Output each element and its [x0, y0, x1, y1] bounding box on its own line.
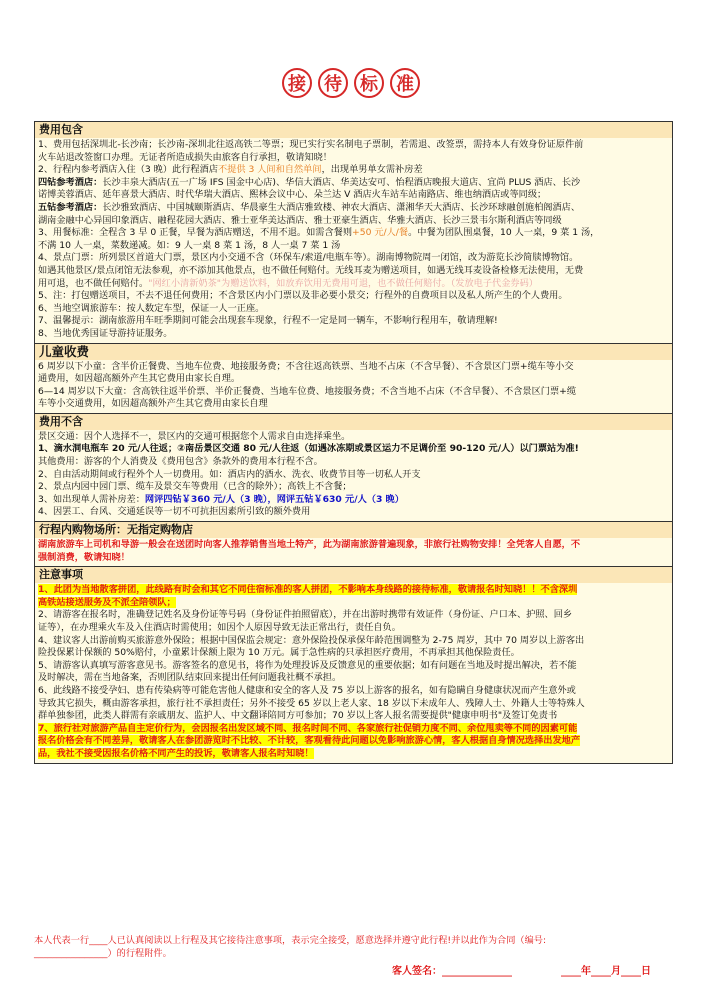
text-segment: +50 元/人/餐 [352, 227, 409, 239]
text-line [38, 552, 669, 565]
text-segment: 网评四钻￥360 元/人（3 晚），网评五钻￥630 元/人（3 晚） [144, 493, 404, 505]
text-line [38, 735, 669, 748]
date-field[interactable]: ____年____月____日 [561, 966, 651, 977]
text-line [38, 315, 669, 328]
title-char: 标 [354, 68, 384, 98]
text-segment: 高铁站接送服务及不派全陪领队； [38, 596, 176, 608]
agreement-statement [34, 935, 671, 960]
text-line [38, 660, 669, 673]
text-segment: 7、旅行社对旅游产品自主定价行为，会因报名出发区域不同、报名时间不同、各家旅行社促销力度不同、余位甩卖等不同的因素可能 [38, 722, 578, 734]
text-line [38, 278, 669, 291]
text-line [38, 328, 669, 341]
title-char: 待 [318, 68, 348, 98]
text-line [38, 723, 669, 736]
text-line [38, 539, 669, 552]
page-title [0, 68, 702, 98]
section-heading: 费用包含 [35, 122, 672, 138]
section-heading: 行程内购物场所：无指定购物店 [35, 522, 672, 538]
text-line [38, 443, 669, 456]
text-segment: 通费用，如因超高额外产生其它费用由家长自理。 [38, 373, 241, 385]
text-segment: 4、景点门票：所列景区首道大门票，景区内小交通不含（环保车/索道/电瓶车等）。湖南博物院周一闭馆，改为游览长沙简牍博物馆。 [38, 252, 579, 264]
text-line [38, 227, 669, 240]
text-segment: 5、注：打包赠送项目，不去不退任何费用；不含景区内小门票以及非必要小景交；行程外的自费项目以及私人所产生的个人费用。 [38, 290, 568, 302]
text-segment: 强制消费，敬请知晓！ [38, 551, 130, 563]
text-line [38, 481, 669, 494]
text-line [38, 672, 669, 685]
text-line [38, 698, 669, 711]
agreement-line-2: ________________）的行程附件。 [34, 947, 172, 959]
text-line [38, 584, 669, 597]
text-segment: ，出现单男单女需补房差 [321, 164, 423, 176]
section-fee-include [35, 122, 672, 343]
section-heading: 儿童收费 [35, 344, 672, 360]
text-line [38, 622, 669, 635]
text-line [38, 139, 669, 152]
text-segment: 长沙丰泉大酒店(五一广场 IFS 国金中心店)、华信大酒店、华美达安可、怡程酒店晚报大道店、宜尚 PLUS 酒店、长沙 [102, 176, 581, 188]
text-segment: 2、行程内参考酒店入住（3 晚）此行程酒店 [38, 164, 218, 176]
text-line [38, 398, 669, 411]
text-line [38, 597, 669, 610]
text-segment: 1、费用包括深圳北-长沙南；长沙南-深圳北往返高铁二等票；现已实行实名制电子票制，若需退、改签票，需持本人有效身份证原件前 [38, 139, 584, 150]
text-segment: 其他费用：游客的个人消费及《费用包含》条款外的费用本行程不含。 [38, 456, 323, 468]
customer-signature-field[interactable]: 客人签名：______________ [392, 966, 512, 977]
text-line [38, 265, 669, 278]
text-line [38, 177, 669, 190]
text-segment: 及时解决，需在当地备案，否则团队结束回来提出任何问题我社概不承担。 [38, 672, 342, 684]
reception-standard-table [34, 121, 673, 764]
text-segment: 品，我社不接受因报名价格不同产生的投诉，敬请客人报名时知晓！ [38, 747, 314, 759]
section-heading: 注意事项 [35, 567, 672, 583]
text-line [38, 494, 669, 507]
text-segment: 。中餐为团队围桌餐，10 人一桌，9 菜 1 汤， [408, 227, 600, 239]
text-segment: 证等），在办理乘火车及入住酒店时需使用；如因个人原因导致无法正常出行，责任自负。 [38, 622, 401, 633]
text-segment: 景区交通：因个人选择不一，景区内的交通可根据您个人需求自由选择乘坐。 [38, 430, 351, 442]
text-segment: 2、自由活动期间或行程外个人一切费用。如：酒店内的酒水、洗衣、收费节目等一切私人开支 [38, 468, 421, 480]
text-line [38, 164, 669, 177]
text-line [38, 685, 669, 698]
text-segment: 险投保累计保额的 50%赔付，小童累计保额上限为 10 万元。属于急性病的只承担医疗费用，不再承担其他保险责任。 [38, 647, 520, 659]
text-line [38, 469, 669, 482]
text-line [38, 609, 669, 622]
text-segment: 不满 10 人一桌，菜数递减。如：9 人一桌 8 菜 1 汤，8 人一桌 7 菜 1 汤 [38, 239, 341, 251]
text-segment: 长沙雅致酒店、中国城颐斯酒店、华晨豪生大酒店雅致楼、神农大酒店、潇湘华天大酒店、长沙环球融创施柏阁酒店、 [102, 201, 581, 213]
title-char: 准 [390, 68, 420, 98]
text-segment: 6—14 周岁以下大童：含高铁往返半价票、半价正餐费、当地车位费、地接服务费；不含当地不占床（不含早餐）、不含景区门票+缆 [38, 385, 577, 397]
text-line [38, 290, 669, 303]
text-segment: 2、请游客在报名时，准确登记姓名及身份证等号码（身份证件拍照留底），并在出游时携带有效证件（身份证、户口本、护照、回乡 [38, 609, 573, 621]
text-segment: 用可退，也不做任何赔付。 [38, 277, 149, 289]
section-body [35, 360, 672, 413]
text-line [38, 748, 669, 761]
section-body [35, 138, 672, 343]
text-line [38, 240, 669, 253]
text-line [38, 635, 669, 648]
text-segment: 5、请游客认真填写游客意见书。游客签名的意见书，将作为处理投诉及反馈意见的重要依据；如有问题在当地及时提出解决，若不能 [38, 659, 577, 671]
agreement-line-1: 本人代表一行____人已认真阅读以上行程及其它接待注意事项，表示完全接受，愿意选择并遵守此行程!并以此作为合同（编号: [34, 935, 547, 946]
section-body [35, 583, 672, 762]
text-segment: 火车站退改签窗口办理。无证者所造成损失由旅客自行承担，敬请知晓！ [38, 151, 332, 163]
text-segment: 四钻参考酒店： [38, 176, 103, 188]
text-line [38, 303, 669, 316]
text-segment: 1、此团为当地散客拼团，此线路有时会和其它不同住宿标准的客人拼团，不影响本身线路的接待标准，敬请报名时知晓！！不含深圳 [38, 584, 578, 596]
section-fee-exclude [35, 413, 672, 521]
text-line [38, 189, 669, 202]
section-notes [35, 566, 672, 762]
text-segment: 3、如出现单人需补房差： [38, 493, 145, 505]
text-line [38, 152, 669, 165]
text-segment: 湖南旅游车上司机和导游一般会在送团时向客人推荐销售当地土特产，此为湖南旅游普遍现象，非旅行社购物安排！全凭客人自愿，不 [38, 539, 581, 551]
text-segment: 导致其它损失，概由游客承担，旅行社不承担责任；另外不接受 65 岁以上老人家、18 岁以下未成年人、残障人士、外籍人士等特殊人 [38, 697, 585, 709]
text-segment: 湖南金融中心异国印象酒店、融程花园大酒店、雅士亚华美达酒店、雅士亚豪生酒店、华雅大酒店、长沙三景韦尔斯利酒店等同级 [38, 214, 562, 226]
text-segment: 不提供 3 人间和自然单间 [218, 164, 322, 176]
text-line [38, 215, 669, 228]
text-line [38, 431, 669, 444]
text-segment: 7、温馨提示：湖南旅游用车旺季期间可能会出现套车现象，行程不一定是同一辆车，不影响行程用车，敬请理解! [38, 315, 498, 327]
text-line [38, 710, 669, 723]
text-segment: 报名价格会有不同差异，敬请客人在参团游览时不比较、不计较，客观看待此问题以免影响旅游心情，客人根据自身情况选择出发地产 [38, 735, 581, 747]
text-segment: 群单独参团，此类人群需有亲戚朋友、监护人、中文翻译陪同方可参加；70 岁以上客人报名需要提供"健康申明书"及签订免责书 [38, 710, 558, 722]
text-segment: 4、建议客人出游前购买旅游意外保险；根据中国保监会规定：意外保险投保承保年龄范围调整为 2-75 周岁，其中 70 周岁以上游客出 [38, 634, 585, 646]
text-line [38, 456, 669, 469]
section-child-fee [35, 343, 672, 413]
text-line [38, 506, 669, 519]
text-line [38, 361, 669, 374]
text-segment: 6 周岁以下小童：含半价正餐费、当地车位费、地接服务费；不含往返高铁票、当地不占床（不含早餐）、不含景区门票+缆车等小交 [38, 360, 574, 372]
text-line [38, 386, 669, 399]
text-segment: 五钻参考酒店： [38, 201, 103, 213]
section-body [35, 430, 672, 521]
text-segment: 8、当地优秀国证导游持证服务。 [38, 327, 173, 339]
text-line [38, 373, 669, 386]
text-segment: 如遇其他景区/景点闭馆无法参观，亦不添加其他景点，也不做任何赔付。无线耳麦为赠送项目，如遇无线耳麦设备检修无法使用，无费 [38, 264, 584, 276]
text-line [38, 252, 669, 265]
text-segment: 3、用餐标准：全程含 3 早 0 正餐，早餐为酒店赠送，不用不退。如需含餐则 [38, 227, 353, 239]
text-segment: 诺博美蓉酒店、延年喜景大酒店、时代华瑞大酒店、熙林会议中心、朵兰达 V 酒店火车站车站南路店、维也纳酒店或等同级； [38, 189, 547, 201]
text-segment: 6、此线路不接受孕妇、患有传染病等可能危害他人健康和安全的客人及 75 岁以上游客的报名，如有隐瞒自身健康状况而产生意外或 [38, 684, 576, 696]
section-heading: 费用不含 [35, 414, 672, 430]
text-segment: 车等小交通费用，如因超高额外产生其它费用由家长自理 [38, 398, 268, 410]
text-segment: 6、当地空调旅游车：按人数定车型，保证一人一正座。 [38, 302, 265, 314]
text-segment: "网红小清新奶茶"为赠送饮料，如放弃饮用无费用可退，也不做任何赔付。（发放电子代金券码） [148, 277, 538, 289]
text-line [38, 647, 669, 660]
section-shopping [35, 521, 672, 566]
title-char: 接 [282, 68, 312, 98]
text-segment: 2、景点内园中园门票、缆车及景交车等费用（已含的除外）；高铁上不含餐； [38, 481, 352, 493]
text-segment: 4、因罢工、台风、交通延误等一切不可抗拒因素所引致的额外费用 [38, 506, 311, 518]
section-body [35, 538, 672, 566]
text-line [38, 202, 669, 215]
text-segment: 1、滴水洞电瓶车 20 元/人往返；②南岳景区交通 80 元/人往返（如遇冰冻期或景区运力不足调价至 90-120 元/人）以门票站为准! [38, 443, 579, 455]
